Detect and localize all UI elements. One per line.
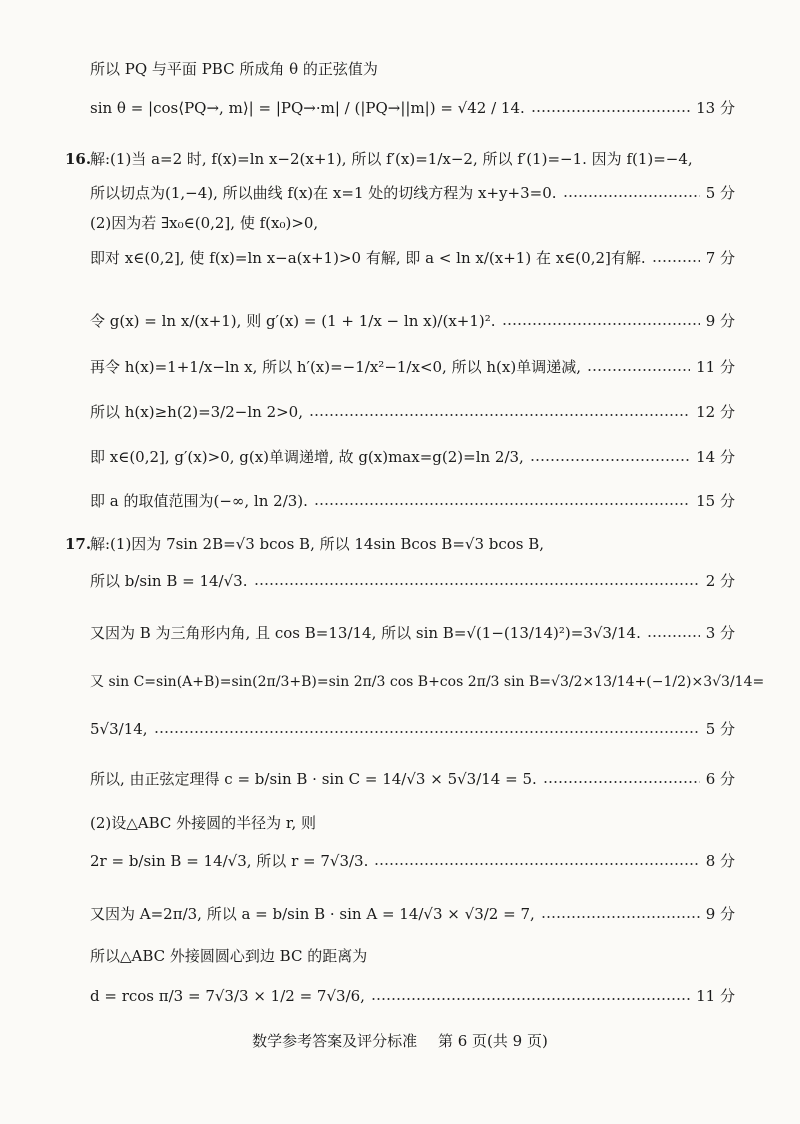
leader-dots: [374, 863, 699, 865]
leader-dots: [314, 503, 690, 505]
score-label: 12 分: [696, 403, 735, 421]
text-line-5: (2)因为若 ∃x₀∈(0,2], 使 f(x₀)>0,: [90, 214, 319, 232]
score-label: 13 分: [696, 99, 735, 117]
score-label: 11 分: [696, 987, 735, 1005]
text-line-19: 2r = b/sin B = 14/√3, 所以 r = 7√3/3. 8 分: [90, 852, 735, 870]
leader-dots: [647, 635, 700, 637]
text-line-11: 即 a 的取值范围为(−∞, ln 2/3). 15 分: [90, 492, 735, 510]
leader-dots: [531, 110, 690, 112]
leader-dots: [371, 998, 690, 1000]
leader-dots: [652, 260, 700, 262]
leader-dots: [154, 731, 700, 733]
score-label: 7 分: [705, 249, 735, 267]
question-number: 17.: [65, 534, 92, 553]
score-label: 9 分: [705, 312, 735, 330]
score-label: 6 分: [705, 770, 735, 788]
leader-dots: [502, 323, 700, 325]
text-line-15: 又 sin C=sin(A+B)=sin(2π/3+B)=sin 2π/3 cos B+cos 2π/3 sin B=√3/2×13/14+(−1/2)×3√3/14=: [90, 674, 765, 690]
text-line-10: 即 x∈(0,2], g′(x)>0, g(x)单调递增, 故 g(x)max=g(2)=ln 2/3, 14 分: [90, 448, 735, 466]
question-16-start: 16. 解:(1)当 a=2 时, f(x)=ln x−2(x+1), 所以 f′(x)=1/x−2, 所以 f′(1)=−1. 因为 f(1)=−4,: [65, 149, 693, 168]
text-line-6: 即对 x∈(0,2], 使 f(x)=ln x−a(x+1)>0 有解, 即 a < ln x/(x+1) 在 x∈(0,2]有解. 7 分: [90, 249, 735, 267]
text-line-17: 所以, 由正弦定理得 c = b/sin B · sin C = 14/√3 × 5√3/14 = 5. 6 分: [90, 770, 735, 788]
text-line-4: 所以切点为(1,−4), 所以曲线 f(x)在 x=1 处的切线方程为 x+y+3=0. 5 分: [90, 184, 735, 202]
text-line-7: 令 g(x) = ln x/(x+1), 则 g′(x) = (1 + 1/x − ln x)/(x+1)². 9 分: [90, 312, 735, 330]
score-label: 5 分: [705, 184, 735, 202]
text-line-8: 再令 h(x)=1+1/x−ln x, 所以 h′(x)=−1/x²−1/x<0, 所以 h(x)单调递减, 11 分: [90, 358, 735, 376]
text-line-13: 所以 b/sin B = 14/√3. 2 分: [90, 572, 735, 590]
leader-dots: [563, 195, 700, 197]
score-label: 11 分: [696, 358, 735, 376]
text-line-22: d = rcos π/3 = 7√3/3 × 1/2 = 7√3/6, 11 分: [90, 986, 735, 1005]
score-label: 8 分: [705, 852, 735, 870]
text-line-18: (2)设△ABC 外接圆的半径为 r, 则: [90, 814, 316, 832]
score-label: 5 分: [705, 720, 735, 738]
footer-title: 数学参考答案及评分标准: [252, 1032, 418, 1050]
leader-dots: [254, 583, 700, 585]
leader-dots: [541, 916, 700, 918]
text-line-1: 所以 PQ 与平面 PBC 所成角 θ 的正弦值为: [90, 60, 378, 78]
leader-dots: [543, 781, 700, 783]
text-line-2: sin θ = |cos⟨PQ→, m⟩| = |PQ→·m| / (|PQ→||m|) = √42 / 14. 13 分: [90, 98, 735, 117]
text-line-20: 又因为 A=2π/3, 所以 a = b/sin B · sin A = 14/√3 × √3/2 = 7, 9 分: [90, 905, 735, 923]
leader-dots: [587, 369, 690, 371]
page-footer: [0, 1030, 800, 1051]
text-line-21: 所以△ABC 外接圆圆心到边 BC 的距离为: [90, 947, 368, 965]
score-label: 15 分: [696, 492, 735, 510]
question-number: 16.: [65, 149, 92, 168]
page-number: 第 6 页(共 9 页): [437, 1032, 548, 1050]
score-label: 2 分: [705, 572, 735, 590]
score-label: 9 分: [705, 905, 735, 923]
text-line-16: 5√3/14, 5 分: [90, 719, 735, 738]
leader-dots: [530, 459, 690, 461]
text-line-14: 又因为 B 为三角形内角, 且 cos B=13/14, 所以 sin B=√(1−(13/14)²)=3√3/14. 3 分: [90, 624, 735, 642]
leader-dots: [309, 414, 690, 416]
question-17-start: 17. 解:(1)因为 7sin 2B=√3 bcos B, 所以 14sin Bcos B=√3 bcos B,: [65, 534, 545, 553]
text-line-9: 所以 h(x)≥h(2)=3/2−ln 2>0, 12 分: [90, 403, 735, 421]
score-label: 14 分: [696, 448, 735, 466]
score-label: 3 分: [705, 624, 735, 642]
